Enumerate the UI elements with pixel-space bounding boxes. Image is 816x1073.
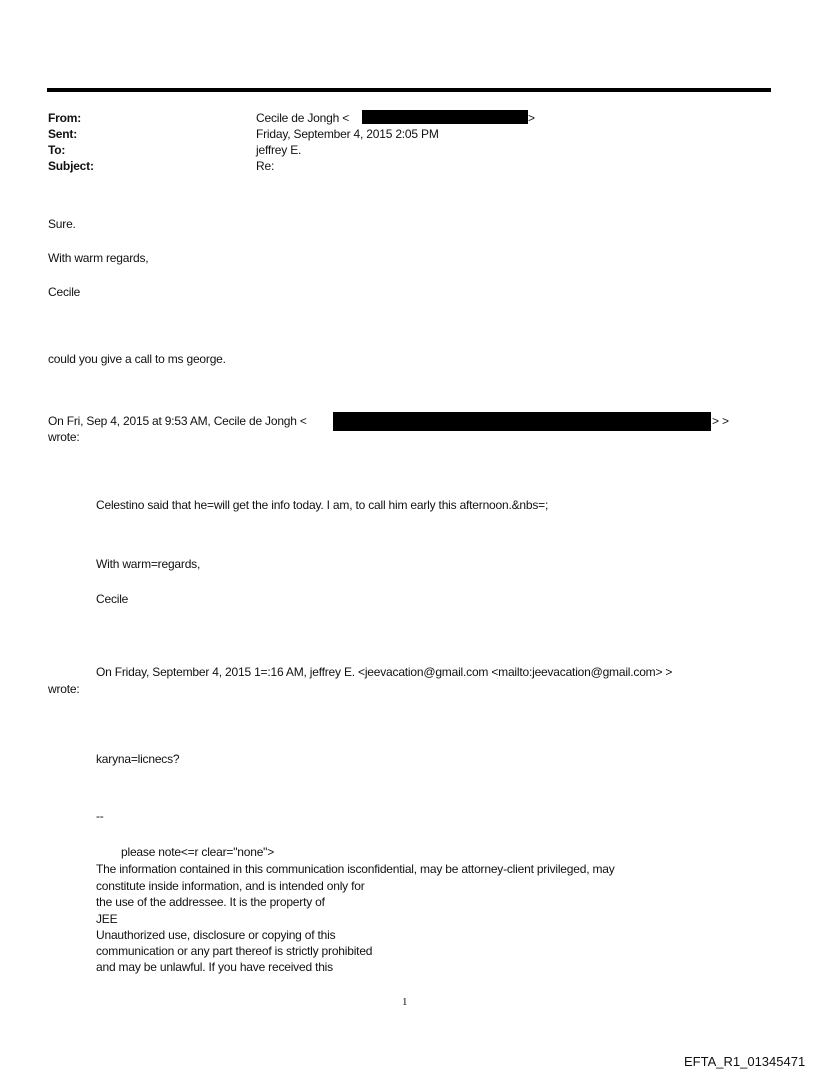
body-line: Cecile — [48, 285, 81, 299]
subject-label: Subject: — [48, 159, 94, 173]
redaction-box — [362, 110, 528, 124]
sent-value: Friday, September 4, 2015 2:05 PM — [256, 127, 439, 141]
page-number: 1 — [402, 996, 408, 1008]
from-label: From: — [48, 111, 81, 125]
quote2-text: karyna=licnecs? — [96, 752, 180, 766]
body-line: Sure. — [48, 217, 76, 231]
quote1-intro: On Fri, Sep 4, 2015 at 9:53 AM, Cecile de Jongh < — [48, 414, 307, 428]
disclaimer-line: Unauthorized use, disclosure or copying of this — [96, 928, 336, 942]
disclaimer-line: and may be unlawful. If you have received this — [96, 960, 333, 974]
disclaimer-line: The information contained in this communication isconfidential, may be attorney-client privileged, may — [96, 862, 615, 876]
disclaimer-line: the use of the addressee. It is the property of — [96, 895, 325, 909]
disclaimer-line: constitute inside information, and is intended only for — [96, 879, 365, 893]
quote1-regards: With warm=regards, — [96, 557, 201, 571]
quote1-wrote: wrote: — [48, 430, 80, 444]
quote1-suffix: > > — [712, 414, 729, 428]
disclaimer-line: JEE — [96, 912, 118, 926]
quote1-sign: Cecile — [96, 592, 129, 606]
to-value: jeffrey E. — [256, 143, 302, 157]
body-line: could you give a call to ms george. — [48, 352, 226, 366]
from-value: Cecile de Jongh < — [256, 111, 349, 125]
body-line: With warm regards, — [48, 251, 149, 265]
sent-label: Sent: — [48, 127, 78, 141]
please-note: please note<=r clear="none"> — [121, 845, 275, 859]
from-suffix: > — [528, 111, 535, 125]
to-label: To: — [48, 143, 66, 157]
quote1-text: Celestino said that he=will get the info today. I am, to call him early this afternoon.&nbs=; — [96, 498, 549, 512]
quote2-wrote: wrote: — [48, 682, 80, 696]
signature-separator: -- — [96, 809, 104, 823]
header-rule — [47, 88, 771, 92]
quote2-intro: On Friday, September 4, 2015 1=:16 AM, jeffrey E. <jeevacation@gmail.com <mailto:jeevacation@gmail.com> > — [96, 665, 673, 679]
document-id: EFTA_R1_01345471 — [684, 1054, 806, 1069]
disclaimer-line: communication or any part thereof is strictly prohibited — [96, 944, 373, 958]
subject-value: Re: — [256, 159, 275, 173]
redaction-box — [333, 412, 711, 431]
